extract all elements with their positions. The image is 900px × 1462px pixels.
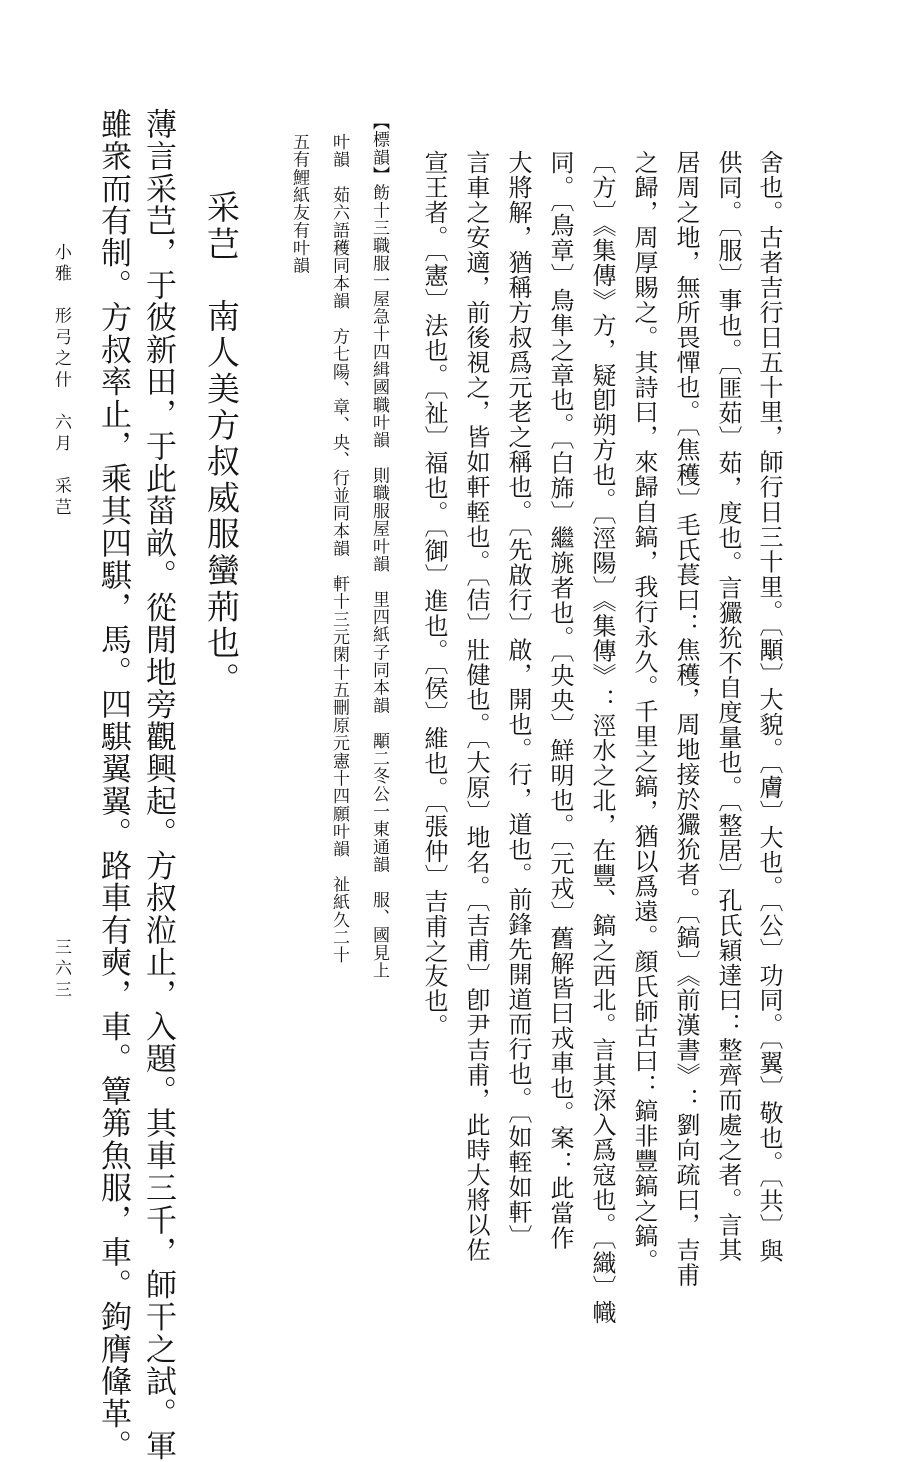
rhyme-notes-column-2: 叶韻 茹六語穫同本韻 方七陽、章、央、行並同本韻 軒十三元閑十五刪原元憲十四願叶韻 祉紙久二十: [329, 133, 349, 964]
commentary-column-1: 舍也。古者吉行日五十里，師行日三十里。〔顒〕大貌。〔膚〕大也。〔公〕功同。〔翼〕敬也。〔共〕與: [755, 150, 783, 1264]
rhyme-notes-column-1: 【標韻】飭十三職服一屋急十四緝國職叶韻 則職服屋叶韻 里四紙子同本韻 顒二冬公一東通韻 服、國見上: [369, 113, 389, 980]
running-head: 小雅 形弓之什 六月 采芑: [51, 243, 71, 520]
commentary-column-4: 之歸，周厚賜之。其詩曰，來歸自鎬，我行永久。千里之鎬，猶以爲遠。顔氏師古曰：鎬非豐鎬之鎬。: [630, 150, 658, 1274]
commentary-column-3: 居周之地，無所畏憚也。〔焦穫〕毛氏萇曰：焦穫，周地接於玁狁者。〔鎬〕《前漢書》：劉向疏曰，吉甫: [672, 150, 700, 1288]
rhyme-notes-column-3: 五有鯉紙友有叶韻: [289, 133, 309, 275]
poem-title: 采芑 南人美方叔威服蠻荊也。: [202, 190, 241, 699]
commentary-column-9: 宣王者。〔憲〕法也。〔祉〕福也。〔御〕進也。〔侯〕維也。〔張仲〕吉甫之友也。: [420, 150, 448, 1039]
commentary-column-5: 〔方〕《集傳》方，疑卽朔方也。〔涇陽〕《集傳》：涇水之北，在豐、鎬之西北。言其深入爲寇也。〔織〕幟: [588, 150, 616, 1326]
commentary-column-8: 言車之安適，前後視之，皆如軒輊也。〔佶〕壯健也。〔大原〕地名。〔吉甫〕卽尹吉甫，此時大將以佐: [462, 150, 490, 1263]
poem-column-1: 薄言采芑，于彼新田，于此菑畝。從閒地旁觀興起。方叔涖止，入題。其車三千，師干之試。軍: [140, 108, 176, 1462]
commentary-column-7: 大將解，猶稱方叔爲元老之稱也。〔先啟行〕啟，開也。行，道也。前鋒先開道而行也。〔如輊如軒〕: [504, 150, 532, 1250]
commentary-column-2: 供同。〔服〕事也。〔匪茹〕茹，度也。言玁狁不自度量也。〔整居〕孔氏穎達曰：整齊而處之者。言其: [714, 150, 742, 1263]
poem-column-2: 雖衆而有制。方叔率止，乘其四騏，馬。四騏翼翼。路車有奭，車。簟笰魚服，車。鉤膺鞗革。: [95, 108, 131, 1462]
commentary-column-6: 同。〔鳥章〕鳥隼之章也。〔白旆〕繼旐者也。〔央央〕鮮明也。〔元戎〕舊解皆曰戎車也。案：此當作: [546, 150, 574, 1251]
page-number: 三六三: [51, 938, 71, 1002]
